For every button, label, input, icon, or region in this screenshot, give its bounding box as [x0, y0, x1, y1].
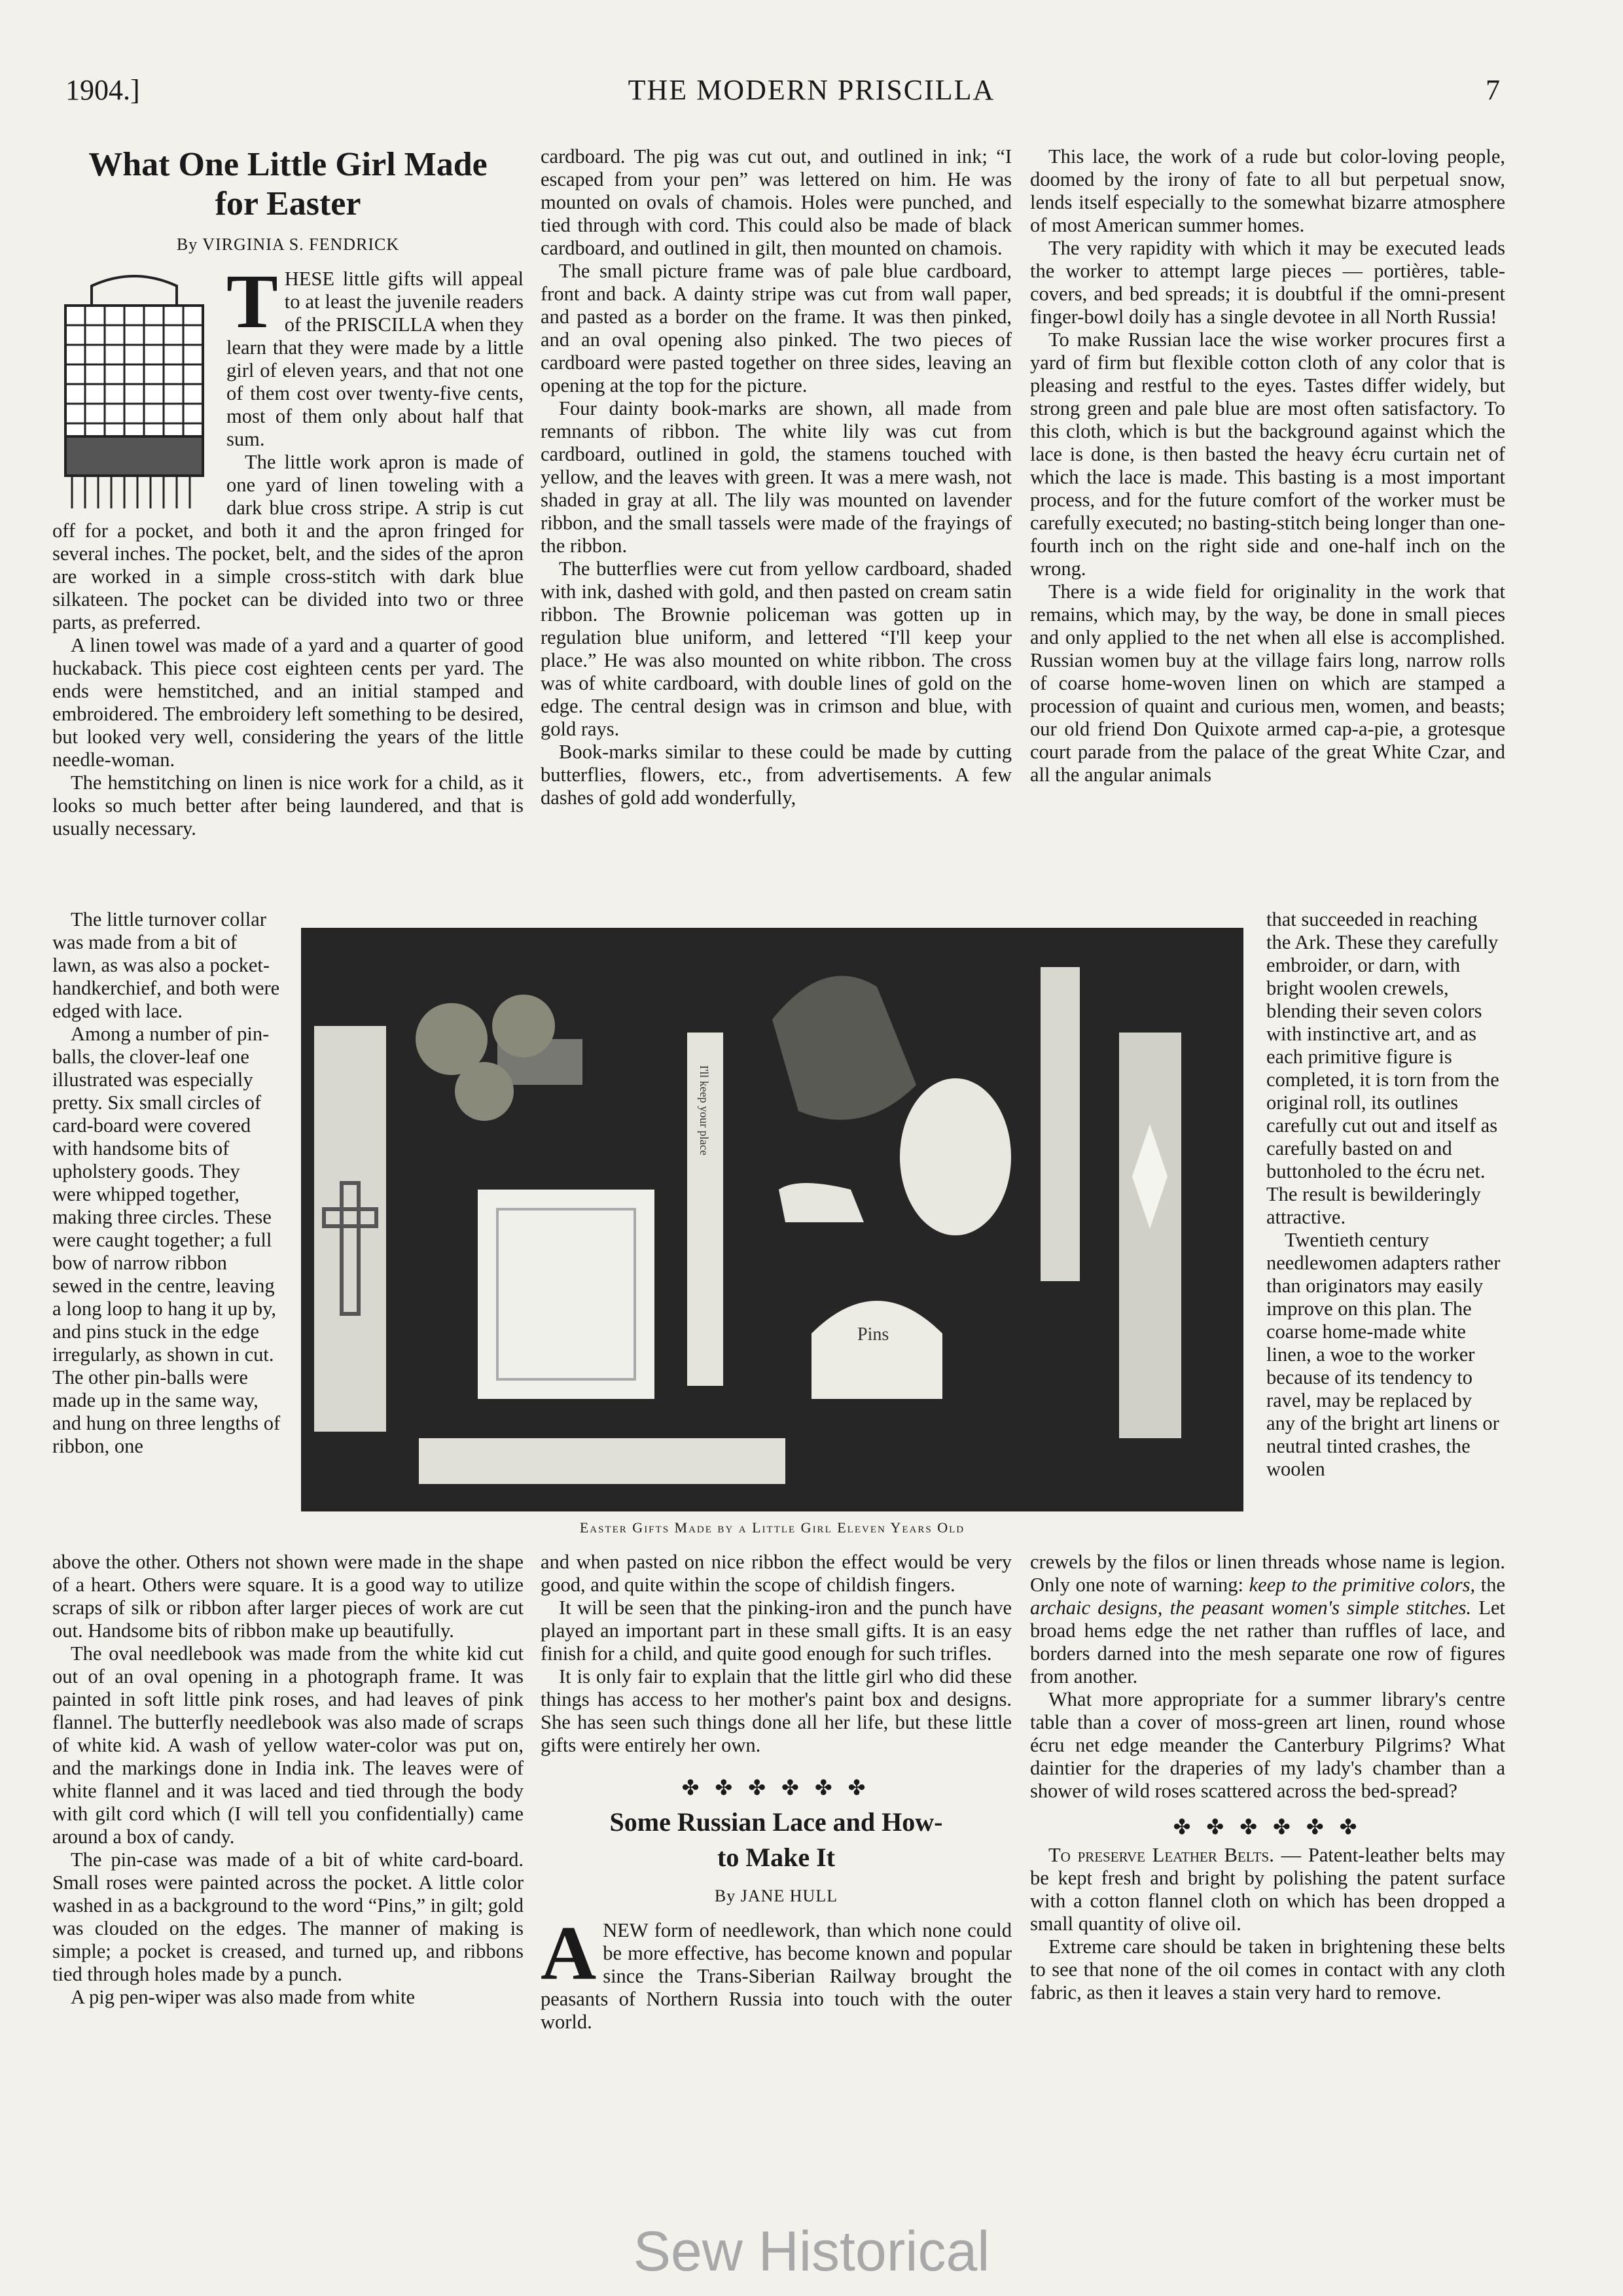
photo-caption: Easter Gifts Made by a Little Girl Eleven Years Old	[579, 1519, 965, 1536]
article2-paragraph: that succeeded in reaching the Ark. These they carefully embroider, or darn, with bright woolen crewels, blending their seven colors with instinctive art, and as each primitive figure is completed, it is torn from the original roll, its outlines carefully cut out and itself as carefully basted on and buttonholed to the écru net. The result is bewilderingly attractive.	[1266, 908, 1499, 1228]
oval-needlebook	[900, 1078, 1011, 1235]
article1-paragraph: A pig pen-wiper was also made from white	[71, 1986, 415, 2008]
article1-paragraph: It is only fair to explain that the little girl who did these things has access to her mother's paint box and designs. She has seen such things done all her life, but these little gifts were entirely her own.	[541, 1665, 1012, 1756]
article2-column3-narrow	[1266, 908, 1505, 1481]
article1-column2-top	[541, 145, 1012, 809]
page-number: 7	[1486, 74, 1500, 106]
turnover-collar	[419, 1438, 785, 1484]
article2-column3-bottom	[1030, 1551, 1505, 2004]
picture-frame	[478, 1190, 654, 1399]
article1-drop-cap: T	[226, 258, 278, 344]
pins-label: Pins	[857, 1324, 889, 1345]
notice-paragraph: Extreme care should be taken in brightening these belts to see that none of the oil comes in contact with any cloth fabric, as then it leaves a stain very hard to remove.	[1030, 1935, 1505, 2004]
article2-paragraph: The very rapidity with which it may be executed leads the worker to attempt large pieces — portières, table-covers, and bed spreads; it is doubtful if the omni-present finger-bowl doily has a single devotee in all North Russia!	[1030, 237, 1505, 328]
article2-title-line2: to Make It	[717, 1843, 835, 1872]
year-label: 1904.]	[65, 74, 140, 106]
article1-paragraph: HESE little gifts will appeal to at least the juvenile readers of the PRISCILLA when they learn that they were made by a little girl of eleven years, and that not one of them cost over twenty-five cents, most of them only about half that sum.	[226, 268, 524, 450]
article1-column1-narrow	[52, 908, 281, 1458]
article1-paragraph: above the other. Others not shown were made in the shape of a heart. Others were square. It is a good way to utilize scraps of silk or ribbon after larger pieces of work are cut out. Handsome bits of ribbon make up beautifully.	[52, 1551, 524, 1642]
section-ornament: ✤ ✤ ✤ ✤ ✤ ✤	[681, 1776, 871, 1799]
article1-paragraph: The little turnover collar was made from a bit of lawn, as was also a pocket-handkerchief, and both were edged with lace.	[52, 908, 280, 1022]
article2-drop-cap: A	[541, 1910, 597, 1996]
bookmark-caption: I'll keep your place	[698, 1065, 711, 1156]
article1-paragraph: Among a number of pin-balls, the clover-leaf one illustrated was especially pretty. Six small circles of card-board were covered with handsome bits of upholstery goods. They were whipped together, making three circles. These were caught together; a full bow of narrow ribbon sewed in the centre, leaving a long loop to hang it up by, and pins stuck in the edge irregularly, as shown in cut. The other pin-balls were made up in the same way, and hung on three lengths of ribbon, one	[52, 1023, 281, 1457]
article1-paragraph: Four dainty book-marks are shown, all made from remnants of ribbon. The white lily was cut from cardboard, outlined in gold, the stamens touched with yellow, and the leaves with green. It was a mere wash, not shaded in gray at all. The lily was mounted on lavender ribbon, and the small tassels were made of the frayings of the ribbon.	[541, 397, 1012, 557]
article2-paragraph: Let broad hems edge the net rather than ruffles of lace, and borders darned into the mesh separate one row of figures from another.	[1030, 1597, 1506, 1687]
article2-paragraph: crewels by the filos or linen threads whose name is legion. Only one note of warning:	[1030, 1551, 1505, 1596]
article1-paragraph: It will be seen that the pinking-iron and the punch have played an important part in these small gifts. It is an easy finish for a child, and quite good enough for such trifles.	[541, 1597, 1012, 1665]
warning-emphasis: archaic designs, the peasant women's simple stitches.	[1030, 1597, 1472, 1619]
article2-paragraph: Twentieth century needlewomen adapters rather than originators may easily improve on this plan. The coarse home-made white linen, a woe to the worker because of its tendency to ravel, may be replaced by any of the bright art linens or neutral tinted crashes, the woolen	[1266, 1229, 1501, 1480]
article2-paragraph: This lace, the work of a rude but color-loving people, doomed by the irony of fate to all but perpetual snow, lends itself especially to the somewhat bizarre atmosphere of most American summer homes.	[1030, 145, 1505, 236]
article1-paragraph: and when pasted on nice ribbon the effect would be very good, and quite within the scope of childish fingers.	[541, 1551, 1012, 1596]
masthead: THE MODERN PRISCILLA	[628, 74, 995, 106]
article1-paragraph: The little work apron is made of one yard of linen toweling with a dark blue cross stripe. A strip is cut off for a pocket, and both it and the apron fringed for several inches. The pocket, belt, and the sides of the apron are worked in a simple cross-stitch with dark blue silkateen. The pocket can be divided into two or three parts, as preferred.	[52, 451, 524, 633]
lily-bookmark	[1119, 1033, 1181, 1438]
article2-column3-top	[1030, 145, 1505, 786]
easter-gifts-photo-art	[301, 928, 1243, 1511]
article2-title-line1: Some Russian Lace and How-	[609, 1807, 943, 1837]
article1-paragraph: The hemstitching on linen is nice work for a child, as it looks so much better after being laundered, and that is usually necessary.	[52, 771, 524, 839]
article1-byline: By VIRGINIA S. FENDRICK	[176, 235, 400, 254]
article-column2-bottom	[541, 1551, 1012, 2034]
article1-paragraph: The butterflies were cut from yellow cardboard, shaded with ink, dashed with gold, and then pasted on cream satin ribbon. The Brownie policeman was gotten up in regulation blue uniform, and lettered “I'll keep your place.” He was also mounted on white ribbon. The cross was of white cardboard, with double lines of gold on the edge. The central design was in crimson and blue, with gold rays.	[541, 557, 1012, 740]
butterfly-bookmark	[1041, 967, 1080, 1281]
cross-bookmark	[314, 1026, 386, 1432]
article1-paragraph: The pin-case was made of a bit of white card-board. Small roses were painted across the pocket. A little color washed in as a background to the word “Pins,” in gilt; gold was clouded on the edges. The manner of making is simple; a pocket is creased, and turned up, and ribbons tied through holes made by a punch.	[52, 1848, 524, 1985]
article2-paragraph: What more appropriate for a summer library's centre table than a cover of moss-green art linen, round whose écru net edge meander the Canterbury Pilgrims? What daintier for the draperies of my lady's chamber than a shower of wild roses scattered across the bed-spread?	[1030, 1688, 1505, 1802]
article1-title-line2: for Easter	[215, 185, 361, 222]
easter-gifts-photo	[301, 928, 1243, 1511]
article1-paragraph: The oval needlebook was made from the white kid cut out of an oval opening in a photograph frame. It was painted in soft little pink roses, and had leaves of pink flannel. The butterfly needlebook was also made of scraps of white kid. A wash of yellow water-color was put on, and the markings done in India ink. The leaves were of white flannel and it was laced and tied through the body with gilt cord which (I will tell you confidentially) came around a box of candy.	[52, 1642, 524, 1848]
work-apron-illustration	[52, 273, 216, 515]
article1-paragraph: cardboard. The pig was cut out, and outlined in ink; “I escaped from your pen” was lettered on him. He was mounted on ovals of chamois. Holes were punched, and tied through with cord. This could also be made of black cardboard, and outlined in gilt, then mounted on chamois.	[541, 145, 1012, 259]
article1-paragraph: The small picture frame was of pale blue cardboard, front and back. A dainty stripe was cut from wall paper, and pasted as a border on the frame. It was then pinked, and an oval opening also pinked. The two pieces of cardboard were pasted together on three sides, leaving an opening at the top for the picture.	[541, 260, 1012, 397]
warning-connector: the	[1480, 1574, 1506, 1596]
article2-paragraph: To make Russian lace the wise worker procures first a yard of firm but flexible cotton cloth of any color that is pleasing and restful to the eyes. Tastes differ widely, but strong green and pale blue are most often satisfactory. To this cloth, which is but the background against which the lace is done, is then basted the heavy écru curtain net of which the lace is made. This basting is a most important process, and for the future comfort of the worker must be carefully executed; no basting-stitch being longer than one-fourth inch on the right side and one-half inch on the wrong.	[1030, 328, 1505, 580]
article1-paragraph: Book-marks similar to these could be made by cutting butterflies, flowers, etc., from advertisements. A few dashes of gold add wonderfully,	[541, 741, 1012, 809]
article1-column1-bottom	[52, 1551, 524, 2009]
article1-title-line1: What One Little Girl Made	[88, 146, 488, 183]
article2-paragraph: There is a wide field for originality in the work that remains, which may, by the way, be done in small pieces and only applied to the net when all else is accomplished. Russian women buy at the village fairs long, narrow rolls of coarse home-woven linen on which are stamped a procession of quaint and curious men, women, and beasts; our old friend Don Quixote armed cap-a-pie, a grotesque court parade from the palace of the great White Czar, and all the angular animals	[1030, 580, 1505, 786]
article2-byline: By JANE HULL	[714, 1886, 838, 1905]
warning-emphasis: keep to the primitive colors,	[1249, 1574, 1476, 1596]
article2-paragraph: NEW form of needlework, than which none could be more effective, has become known and popular since the Trans-Siberian Railway brought the peasants of Northern Russia into touch with the outer world.	[541, 1919, 1012, 2033]
article1-paragraph: A linen towel was made of a yard and a quarter of good huckaback. This piece cost eighteen cents per yard. The ends were hemstitched, and an initial stamped and embroidered. The embroidery left something to be desired, but looked very well, considering the years of the little needle-woman.	[52, 634, 524, 771]
notice-heading: To preserve Leather Belts.	[1048, 1844, 1274, 1866]
article1-column1-top	[52, 145, 524, 840]
section-ornament: ✤ ✤ ✤ ✤ ✤ ✤	[1173, 1815, 1363, 1839]
notice-paragraph: — Patent-leather belts may be kept fresh and bright by polishing the patent surface with a cotton flannel cloth on which has been dropped a small quantity of olive oil.	[1030, 1844, 1505, 1935]
watermark-text: Sew Historical	[633, 2220, 990, 2283]
